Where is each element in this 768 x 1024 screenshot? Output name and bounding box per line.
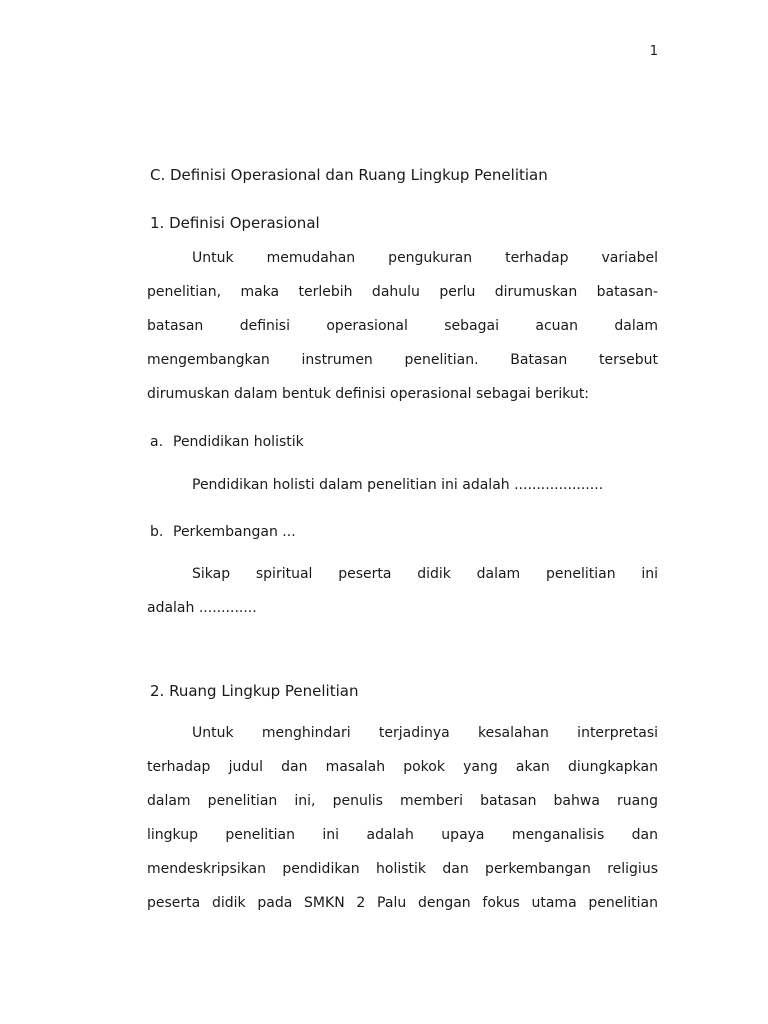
paragraph-line: lingkup penelitian ini adalah upaya menganalisis dan [147,827,658,843]
item-b-title: Perkembangan ... [173,524,296,540]
section-1-heading: 1. Definisi Operasional [150,214,320,232]
paragraph-line: peserta didik pada SMKN 2 Palu dengan fokus utama penelitian [147,895,658,911]
item-a-label: a. [150,434,164,450]
page-number: 1 [649,44,658,59]
section-2-heading: 2. Ruang Lingkup Penelitian [150,682,359,700]
paragraph-line: penelitian, maka terlebih dahulu perlu dirumuskan batasan- [147,284,658,300]
item-a-text: Pendidikan holisti dalam penelitian ini adalah .................... [192,477,604,493]
item-b-paragraph [147,557,658,625]
paragraph-line: terhadap judul dan masalah pokok yang akan diungkapkan [147,759,658,775]
paragraph-line: dalam penelitian ini, penulis memberi batasan bahwa ruang [147,793,658,809]
paragraph-line: Untuk menghindari terjadinya kesalahan interpretasi [192,725,658,741]
item-b-label: b. [150,524,164,540]
paragraph-line: dirumuskan dalam bentuk definisi operasional sebagai berikut: [147,386,590,402]
paragraph-line: mendeskripsikan pendidikan holistik dan perkembangan religius [147,861,658,877]
section-1-paragraph [147,241,658,411]
section-2-paragraph [147,716,658,920]
paragraph-line: mengembangkan instrumen penelitian. Batasan tersebut [147,352,658,368]
section-c-heading: C. Definisi Operasional dan Ruang Lingkup Penelitian [150,166,548,184]
paragraph-line: Sikap spiritual peserta didik dalam penelitian ini [192,566,658,582]
paragraph-line: batasan definisi operasional sebagai acuan dalam [147,318,658,334]
item-a-title: Pendidikan holistik [173,434,304,450]
item-b [150,522,296,542]
paragraph-line: Untuk memudahan pengukuran terhadap variabel [192,250,658,266]
paragraph-line: adalah ............. [147,600,257,616]
item-a [150,432,304,452]
